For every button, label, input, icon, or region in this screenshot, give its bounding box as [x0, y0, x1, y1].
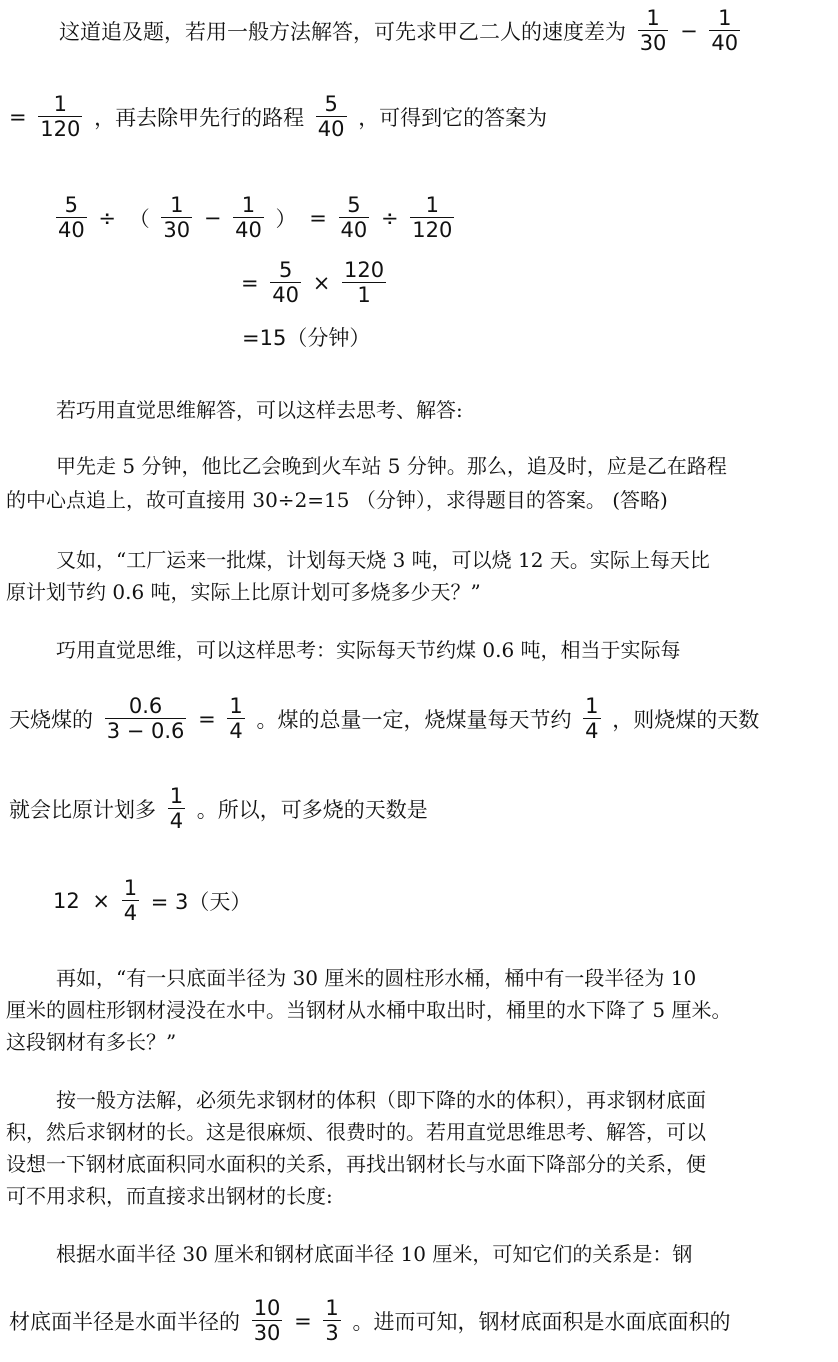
paragraph-line: 原计划节约 0.6 吨，实际上比原计划可多烧多少天？”	[6, 580, 481, 604]
more-days-line: 就会比原计划多 $\frac{1}{4}$ 。所以，可多烧的天数是	[9, 784, 428, 833]
radius-ratio-line: 材底面半径是水面半径的 $\frac{10}{30}$ = $\frac{1}{3}$ 。进而可知，钢材底面积是水面底面积的	[9, 1296, 731, 1345]
paragraph-line: 厘米的圆柱形钢材浸没在水中。当钢材从水桶中取出时，桶里的水下降了 5 厘米。	[6, 998, 732, 1022]
paragraph-line: 可不用求积，而直接求出钢材的长度:	[6, 1184, 333, 1208]
coal-ratio-line: 天烧煤的 $\frac{0.6}{3 - 0.6}$ = $\frac{1}{4}$ 。煤的总量一定，烧煤量每天节约 $\frac{1}{4}$ ，则烧煤的天数	[9, 694, 760, 743]
paragraph-line: 若巧用直觉思维解答，可以这样去思考、解答:	[56, 398, 463, 422]
paragraph-line: 这段钢材有多长？”	[6, 1030, 177, 1054]
fraction-1-120: $\frac{1}{120}$	[40, 92, 81, 141]
paragraph-line: 根据水面半径 30 厘米和钢材底面半径 10 厘米，可知它们的关系是：钢	[56, 1242, 693, 1266]
intro-text: 这道追及题，若用一般方法解答，可先求甲乙二人的速度差为	[59, 19, 626, 44]
fraction-1-4: $\frac{1}{4}$	[169, 784, 184, 833]
paragraph-line: 再如，“有一只底面半径为 30 厘米的圆柱形水桶，桶中有一段半径为 10	[56, 966, 697, 990]
speed-diff-line: = $\frac{1}{120}$ ，再去除甲先行的路程 $\frac{5}{40}$ ，可得到它的答案为	[9, 92, 548, 141]
paragraph-line: 积，然后求钢材的长。这是很麻烦、很费时的。若用直觉思维思考、解答，可以	[6, 1120, 706, 1144]
fraction-10-30: $\frac{10}{30}$	[253, 1296, 281, 1345]
paragraph-line: 的中心点追上，故可直接用 30÷2=15 （分钟），求得题目的答案。 (答略)	[6, 488, 668, 512]
calc-result: =15（分钟）	[242, 326, 371, 350]
days-calc: 12 × $\frac{1}{4}$ = 3（天）	[53, 876, 252, 925]
paragraph-line: 设想一下钢材底面积同水面积的关系，再找出钢材长与水面下降部分的关系，便	[6, 1152, 706, 1176]
paragraph-line: 按一般方法解，必须先求钢材的体积（即下降的水的体积），再求钢材底面	[56, 1088, 706, 1112]
fraction-1-3: $\frac{1}{3}$	[325, 1296, 339, 1345]
fraction-1-4: $\frac{1}{4}$	[229, 694, 243, 743]
calc-line-2: = $\frac{5}{40}$ × $\frac{120}{1}$	[241, 258, 385, 307]
paragraph-line: 甲先走 5 分钟，他比乙会晚到火车站 5 分钟。那么，追及时，应是乙在路程	[56, 454, 727, 478]
text-segment: ，可得到它的答案为	[358, 105, 548, 130]
paragraph-line: 又如，“工厂运来一批煤，计划每天烧 3 吨，可以烧 12 天。实际上每天比	[56, 548, 710, 572]
text-segment: ，再去除甲先行的路程	[94, 105, 305, 130]
fraction-1-30: $\frac{1}{30}$	[639, 6, 667, 55]
calc-line-1: $\frac{5}{40}$ ÷ （ $\frac{1}{30}$ − $\frac{1}{40}$ ） = $\frac{5}{40}$ ÷ $\frac{1}{120}$	[58, 193, 453, 242]
fraction-06: $\frac{0.6}{3 - 0.6}$	[106, 694, 185, 743]
paragraph-line: 巧用直觉思维，可以这样思考：实际每天节约煤 0.6 吨，相当于实际每	[56, 638, 681, 662]
fraction-1-40: $\frac{1}{40}$	[711, 6, 739, 55]
intro-line: 这道追及题，若用一般方法解答，可先求甲乙二人的速度差为 $\frac{1}{30}$ − $\frac{1}{40}$	[59, 6, 739, 55]
fraction-1-4: $\frac{1}{4}$	[585, 694, 599, 743]
fraction-5-40: $\frac{5}{40}$	[317, 92, 345, 141]
